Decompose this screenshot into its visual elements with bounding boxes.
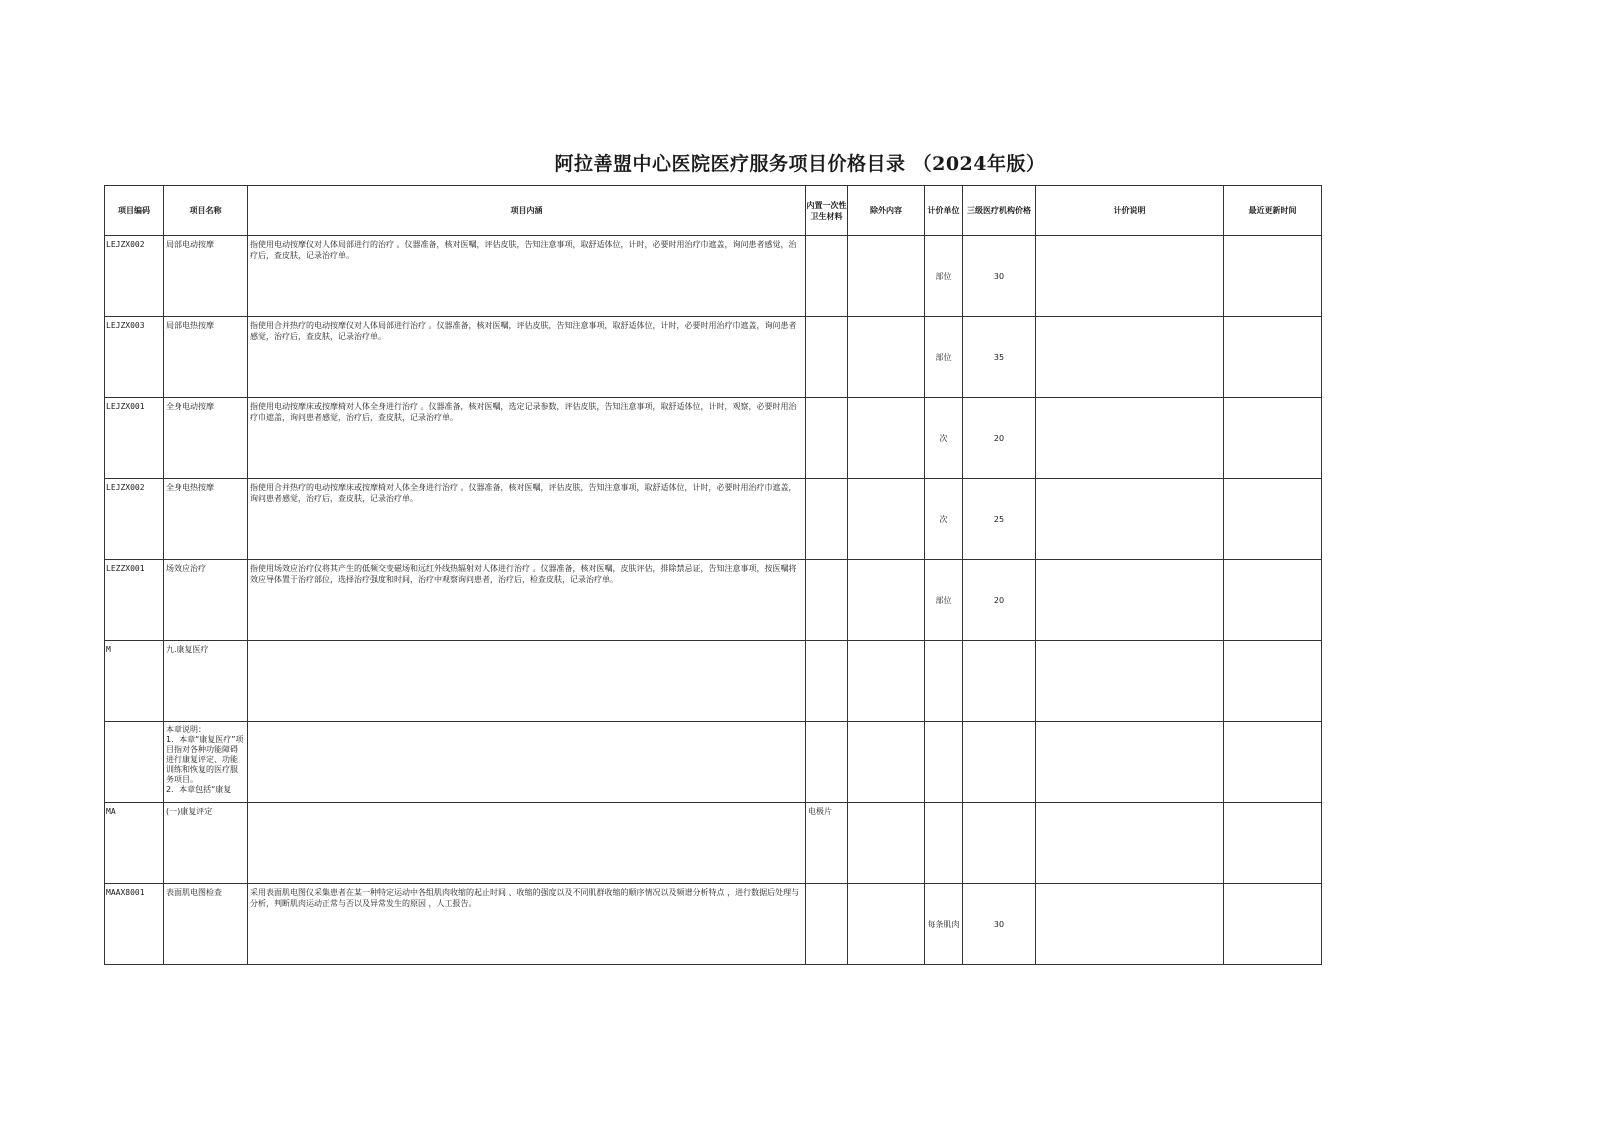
cell-price: 20 (963, 560, 1036, 641)
table-row (105, 722, 1322, 803)
cell-except (848, 398, 925, 479)
header-code: 项目编码 (105, 186, 164, 236)
cell-desc (1036, 479, 1224, 560)
cell-price (963, 641, 1036, 722)
cell-content: 指使用合并热疗的电动按摩仪对人体局部进行治疗 。仪器准备，核对医嘱，评估皮肤，告知注意事项，取舒适体位，计时，必要时用治疗巾遮盖，询问患者感觉，治疗后，查皮肤，记录治疗单。 (248, 317, 806, 398)
cell-name: 局部电热按摩 (164, 317, 248, 398)
cell-desc (1036, 722, 1224, 803)
cell-name: 九.康复医疗 (164, 641, 248, 722)
cell-unit (925, 722, 963, 803)
cell-updated (1224, 398, 1322, 479)
page-title: 阿拉善盟中心医院医疗服务项目价格目录 （2024年版） (554, 153, 1046, 175)
cell-consumable (806, 560, 848, 641)
cell-desc (1036, 398, 1224, 479)
cell-code: LEJZX002 (105, 479, 164, 560)
cell-unit: 部位 (925, 236, 963, 317)
cell-code: LEZZX001 (105, 560, 164, 641)
cell-unit: 部位 (925, 560, 963, 641)
cell-name: 全身电热按摩 (164, 479, 248, 560)
table-header-row (105, 186, 1322, 236)
cell-name: 表面肌电图检查 (164, 884, 248, 965)
cell-updated (1224, 317, 1322, 398)
cell-unit: 次 (925, 479, 963, 560)
cell-price: 30 (963, 236, 1036, 317)
cell-updated (1224, 884, 1322, 965)
cell-unit: 部位 (925, 317, 963, 398)
cell-name: 局部电动按摩 (164, 236, 248, 317)
table-row (105, 641, 1322, 722)
cell-except (848, 641, 925, 722)
cell-except (848, 884, 925, 965)
table-row (105, 398, 1322, 479)
cell-updated (1224, 803, 1322, 884)
cell-consumable (806, 641, 848, 722)
table-row (105, 884, 1322, 965)
cell-desc (1036, 884, 1224, 965)
cell-code: MA (105, 803, 164, 884)
cell-price: 35 (963, 317, 1036, 398)
cell-price: 30 (963, 884, 1036, 965)
cell-price (963, 803, 1036, 884)
header-unit: 计价单位 (925, 186, 963, 236)
cell-name: 场效应治疗 (164, 560, 248, 641)
cell-except (848, 722, 925, 803)
cell-content: 指使用电动按摩仪对人体局部进行的治疗 。仪器准备，核对医嘱，评估皮肤，告知注意事项，取舒适体位，计时，必要时用治疗巾遮盖，询问患者感觉，治疗后，查皮肤，记录治疗单。 (248, 236, 806, 317)
cell-name: 本章说明： 1．本章“康复医疗”项目指对各种功能障碍进行康复评定、功能训练和恢复的医疗服务项目。 2．本章包括“康复 (164, 722, 248, 803)
cell-consumable (806, 884, 848, 965)
cell-except (848, 479, 925, 560)
cell-content: 指使用电动按摩床或按摩椅对人体全身进行治疗 。仪器准备，核对医嘱，选定记录参数，评估皮肤，告知注意事项，取舒适体位，计时，观察，必要时用治疗巾遮盖，询问患者感觉，治疗后，查皮肤，记录治疗单。 (248, 398, 806, 479)
header-updated: 最近更新时间 (1224, 186, 1322, 236)
cell-price: 20 (963, 398, 1036, 479)
cell-name: (一)康复评定 (164, 803, 248, 884)
cell-code: M (105, 641, 164, 722)
cell-except (848, 236, 925, 317)
cell-desc (1036, 803, 1224, 884)
cell-updated (1224, 722, 1322, 803)
cell-unit: 每条肌肉 (925, 884, 963, 965)
header-price: 三级医疗机构价格 (963, 186, 1036, 236)
cell-updated (1224, 236, 1322, 317)
cell-price (963, 722, 1036, 803)
cell-desc (1036, 641, 1224, 722)
cell-except (848, 317, 925, 398)
cell-updated (1224, 641, 1322, 722)
cell-code: LEJZX003 (105, 317, 164, 398)
cell-code: LEJZX002 (105, 236, 164, 317)
cell-unit: 次 (925, 398, 963, 479)
cell-content: 指使用场效应治疗仪将其产生的低频交变磁场和远红外线热辐射对人体进行治疗 。仪器准备，核对医嘱，皮肤评估，排除禁忌证，告知注意事项，按医嘱将效应导体置于治疗部位，选择治疗强度和时间，治疗中观察询问患者，治疗后，检查皮肤，记录治疗单。 (248, 560, 806, 641)
table-row (105, 803, 1322, 884)
header-desc: 计价说明 (1036, 186, 1224, 236)
cell-code: LEJZX001 (105, 398, 164, 479)
table-row (105, 479, 1322, 560)
cell-consumable (806, 236, 848, 317)
price-table (104, 185, 1322, 965)
header-content: 项目内涵 (248, 186, 806, 236)
cell-content (248, 803, 806, 884)
cell-updated (1224, 479, 1322, 560)
table-row (105, 560, 1322, 641)
cell-code (105, 722, 164, 803)
cell-name: 全身电动按摩 (164, 398, 248, 479)
cell-code: MAAX8001 (105, 884, 164, 965)
cell-content: 采用表面肌电图仪采集患者在某一种特定运动中各组肌肉收缩的起止时间 、收缩的强度以及不同肌群收缩的顺序情况以及频谱分析特点 ，进行数据后处理与分析，判断肌肉运动正常与否以及异常发生的原因 ，人工报告。 (248, 884, 806, 965)
cell-consumable (806, 722, 848, 803)
cell-consumable (806, 398, 848, 479)
cell-updated (1224, 560, 1322, 641)
cell-content: 指使用合并热疗的电动按摩床或按摩椅对人体全身进行治疗 。仪器准备，核对医嘱，评估皮肤，告知注意事项，取舒适体位，计时，必要时用治疗巾遮盖，询问患者感觉，治疗后，查皮肤，记录治疗单。 (248, 479, 806, 560)
cell-consumable (806, 317, 848, 398)
header-name: 项目名称 (164, 186, 248, 236)
cell-price: 25 (963, 479, 1036, 560)
header-consumable: 内置一次性卫生材料 (806, 186, 848, 236)
cell-unit (925, 641, 963, 722)
cell-content (248, 641, 806, 722)
cell-consumable (806, 479, 848, 560)
cell-content (248, 722, 806, 803)
table-row (105, 236, 1322, 317)
cell-except (848, 560, 925, 641)
header-except: 除外内容 (848, 186, 925, 236)
cell-desc (1036, 560, 1224, 641)
cell-desc (1036, 236, 1224, 317)
table-row (105, 317, 1322, 398)
cell-except (848, 803, 925, 884)
cell-consumable: 电极片 (806, 803, 848, 884)
cell-unit (925, 803, 963, 884)
cell-desc (1036, 317, 1224, 398)
